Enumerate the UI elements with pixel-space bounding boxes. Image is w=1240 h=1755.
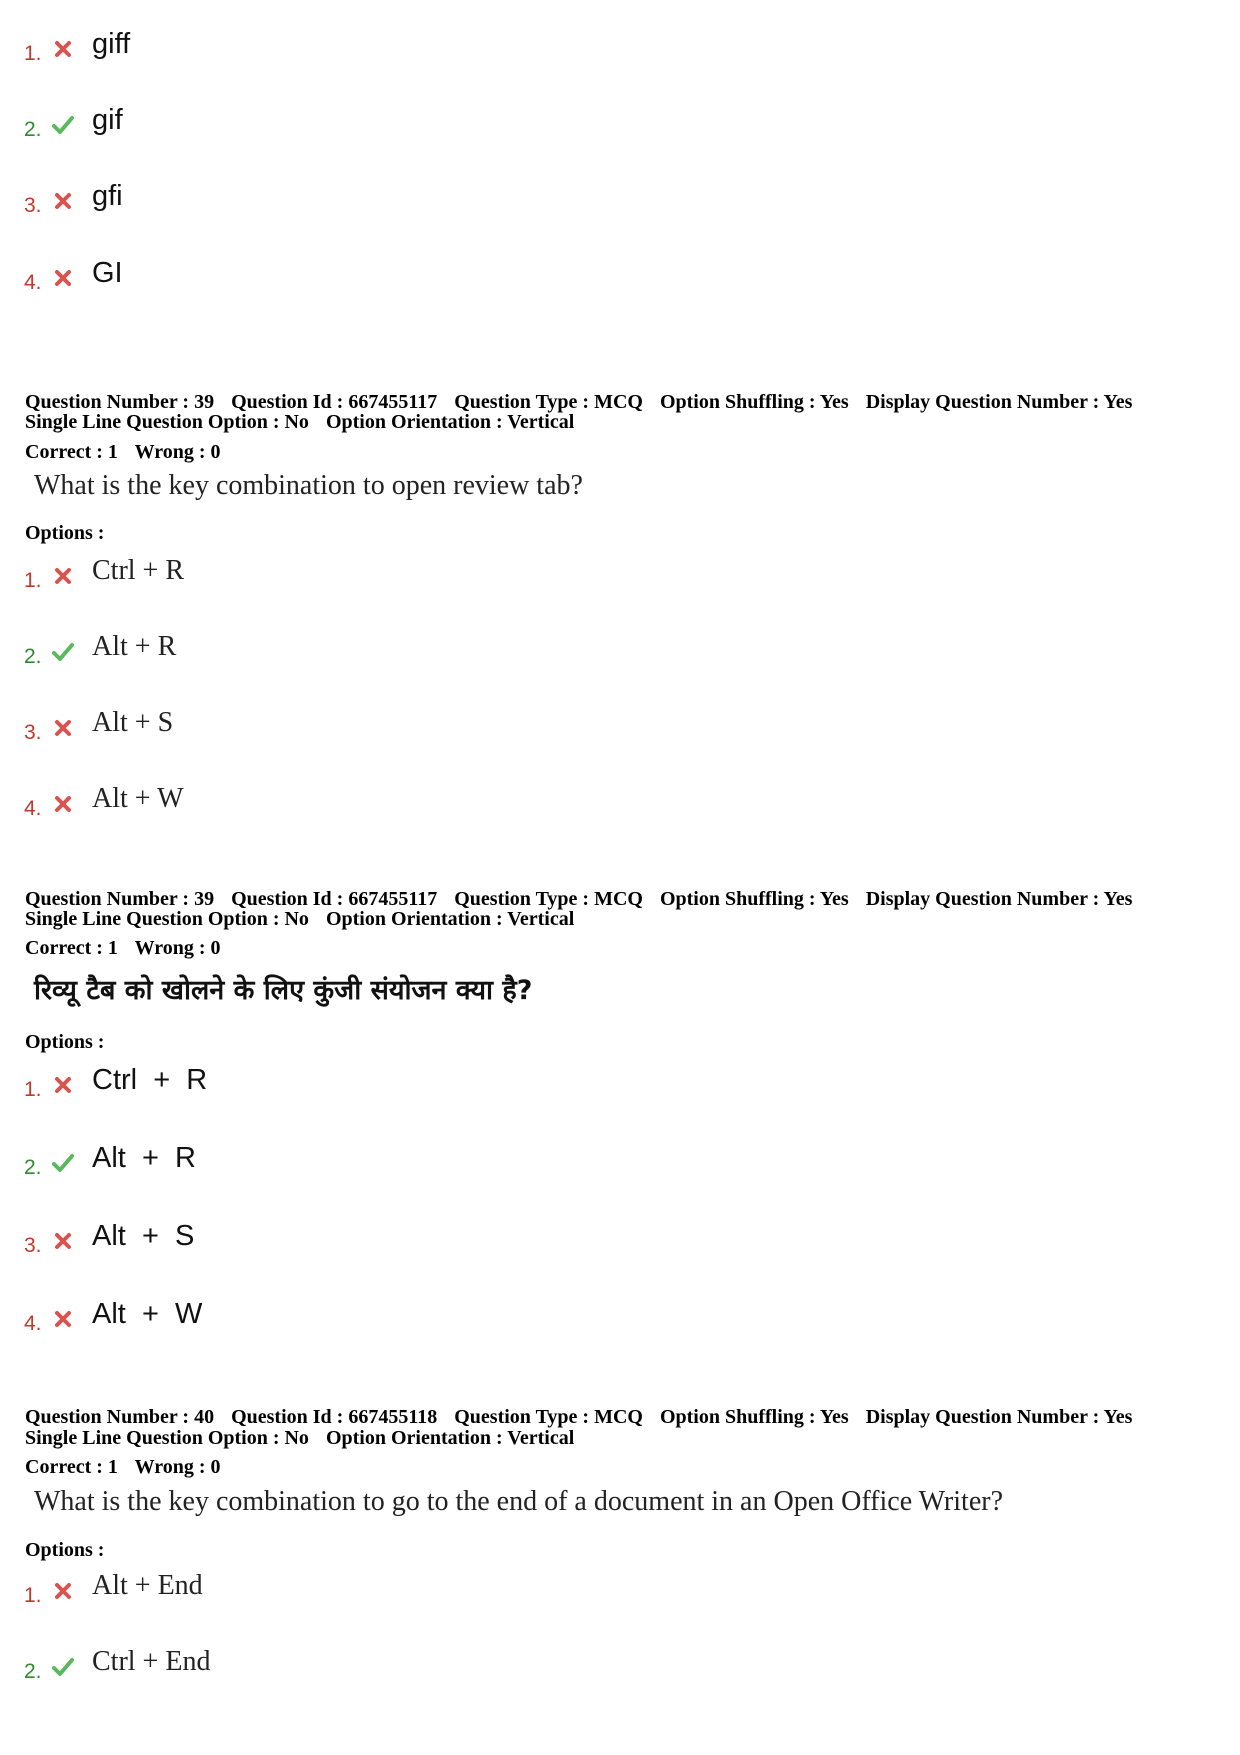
wrong-cross-icon bbox=[52, 1074, 74, 1096]
options-label: Options : bbox=[25, 522, 105, 544]
question-type: Question Type : MCQ bbox=[454, 391, 643, 413]
single-line-option: Single Line Question Option : No bbox=[25, 908, 309, 930]
option-text: Alt + R bbox=[92, 1142, 196, 1174]
option-number: 1. bbox=[24, 42, 42, 65]
question-number: Question Number : 40 bbox=[25, 1406, 215, 1428]
wrong-cross-icon bbox=[52, 38, 74, 60]
wrong-cross-icon bbox=[52, 267, 74, 289]
option-text: Alt + S bbox=[92, 707, 174, 738]
display-question-number: Display Question Number : Yes bbox=[865, 1406, 1133, 1428]
correct-marks: Correct : 1 bbox=[25, 937, 118, 959]
marks-line bbox=[25, 442, 233, 462]
option-orientation: Option Orientation : Vertical bbox=[325, 411, 575, 433]
option-shuffling: Option Shuffling : Yes bbox=[659, 391, 849, 413]
question-text: रिव्यू टैब को खोलने के लिए कुंजी संयोजन क्या है? bbox=[34, 975, 533, 1006]
option-number: 4. bbox=[24, 1312, 42, 1335]
question-meta-line-1 bbox=[25, 392, 1144, 412]
question-meta-line-2 bbox=[25, 909, 586, 929]
single-line-option: Single Line Question Option : No bbox=[25, 1427, 309, 1449]
wrong-marks: Wrong : 0 bbox=[134, 937, 221, 959]
marks-line bbox=[25, 938, 233, 958]
wrong-marks: Wrong : 0 bbox=[134, 1456, 221, 1478]
option-shuffling: Option Shuffling : Yes bbox=[659, 888, 849, 910]
options-label: Options : bbox=[25, 1031, 105, 1053]
option-number: 2. bbox=[24, 1660, 42, 1683]
option-number: 4. bbox=[24, 797, 42, 820]
wrong-cross-icon bbox=[52, 1230, 74, 1252]
single-line-option: Single Line Question Option : No bbox=[25, 411, 309, 433]
question-id: Question Id : 667455118 bbox=[231, 1406, 438, 1428]
option-text: Alt + End bbox=[92, 1570, 203, 1601]
wrong-marks: Wrong : 0 bbox=[134, 441, 221, 463]
option-text: Ctrl + End bbox=[92, 1646, 211, 1677]
option-text: Ctrl + R bbox=[92, 1064, 208, 1096]
option-orientation: Option Orientation : Vertical bbox=[325, 1427, 575, 1449]
option-text: gfi bbox=[92, 180, 123, 212]
correct-check-icon bbox=[52, 114, 74, 136]
option-number: 1. bbox=[24, 569, 42, 592]
wrong-cross-icon bbox=[52, 717, 74, 739]
option-number: 1. bbox=[24, 1078, 42, 1101]
display-question-number: Display Question Number : Yes bbox=[865, 888, 1133, 910]
question-meta-line-2 bbox=[25, 1428, 586, 1448]
question-number: Question Number : 39 bbox=[25, 391, 215, 413]
marks-line bbox=[25, 1457, 233, 1477]
options-label: Options : bbox=[25, 1539, 105, 1561]
option-text: giff bbox=[92, 28, 131, 60]
option-number: 2. bbox=[24, 1156, 42, 1179]
question-meta-line-1 bbox=[25, 1407, 1144, 1427]
option-number: 1. bbox=[24, 1584, 42, 1607]
wrong-cross-icon bbox=[52, 793, 74, 815]
wrong-cross-icon bbox=[52, 565, 74, 587]
option-shuffling: Option Shuffling : Yes bbox=[659, 1406, 849, 1428]
display-question-number: Display Question Number : Yes bbox=[865, 391, 1133, 413]
option-text: Alt + W bbox=[92, 1298, 203, 1330]
correct-check-icon bbox=[52, 641, 74, 663]
question-id: Question Id : 667455117 bbox=[231, 888, 438, 910]
correct-marks: Correct : 1 bbox=[25, 1456, 118, 1478]
question-id: Question Id : 667455117 bbox=[231, 391, 438, 413]
wrong-cross-icon bbox=[52, 1308, 74, 1330]
option-number: 3. bbox=[24, 1234, 42, 1257]
wrong-cross-icon bbox=[52, 190, 74, 212]
question-meta-line-2 bbox=[25, 412, 586, 432]
question-text: What is the key combination to go to the end of a document in an Open Office Writer? bbox=[34, 1486, 1003, 1517]
option-number: 2. bbox=[24, 645, 42, 668]
option-text: Alt + W bbox=[92, 783, 184, 814]
option-number: 3. bbox=[24, 194, 42, 217]
correct-check-icon bbox=[52, 1656, 74, 1678]
option-orientation: Option Orientation : Vertical bbox=[325, 908, 575, 930]
question-type: Question Type : MCQ bbox=[454, 1406, 643, 1428]
question-number: Question Number : 39 bbox=[25, 888, 215, 910]
option-number: 3. bbox=[24, 721, 42, 744]
question-text: What is the key combination to open review tab? bbox=[34, 470, 583, 501]
question-type: Question Type : MCQ bbox=[454, 888, 643, 910]
wrong-cross-icon bbox=[52, 1580, 74, 1602]
option-text: gif bbox=[92, 104, 123, 136]
option-text: Alt + R bbox=[92, 631, 177, 662]
option-number: 2. bbox=[24, 118, 42, 141]
correct-check-icon bbox=[52, 1152, 74, 1174]
correct-marks: Correct : 1 bbox=[25, 441, 118, 463]
option-text: GI bbox=[92, 257, 123, 289]
question-meta-line-1 bbox=[25, 889, 1144, 909]
option-text: Alt + S bbox=[92, 1220, 195, 1252]
option-number: 4. bbox=[24, 271, 42, 294]
option-text: Ctrl + R bbox=[92, 555, 185, 586]
